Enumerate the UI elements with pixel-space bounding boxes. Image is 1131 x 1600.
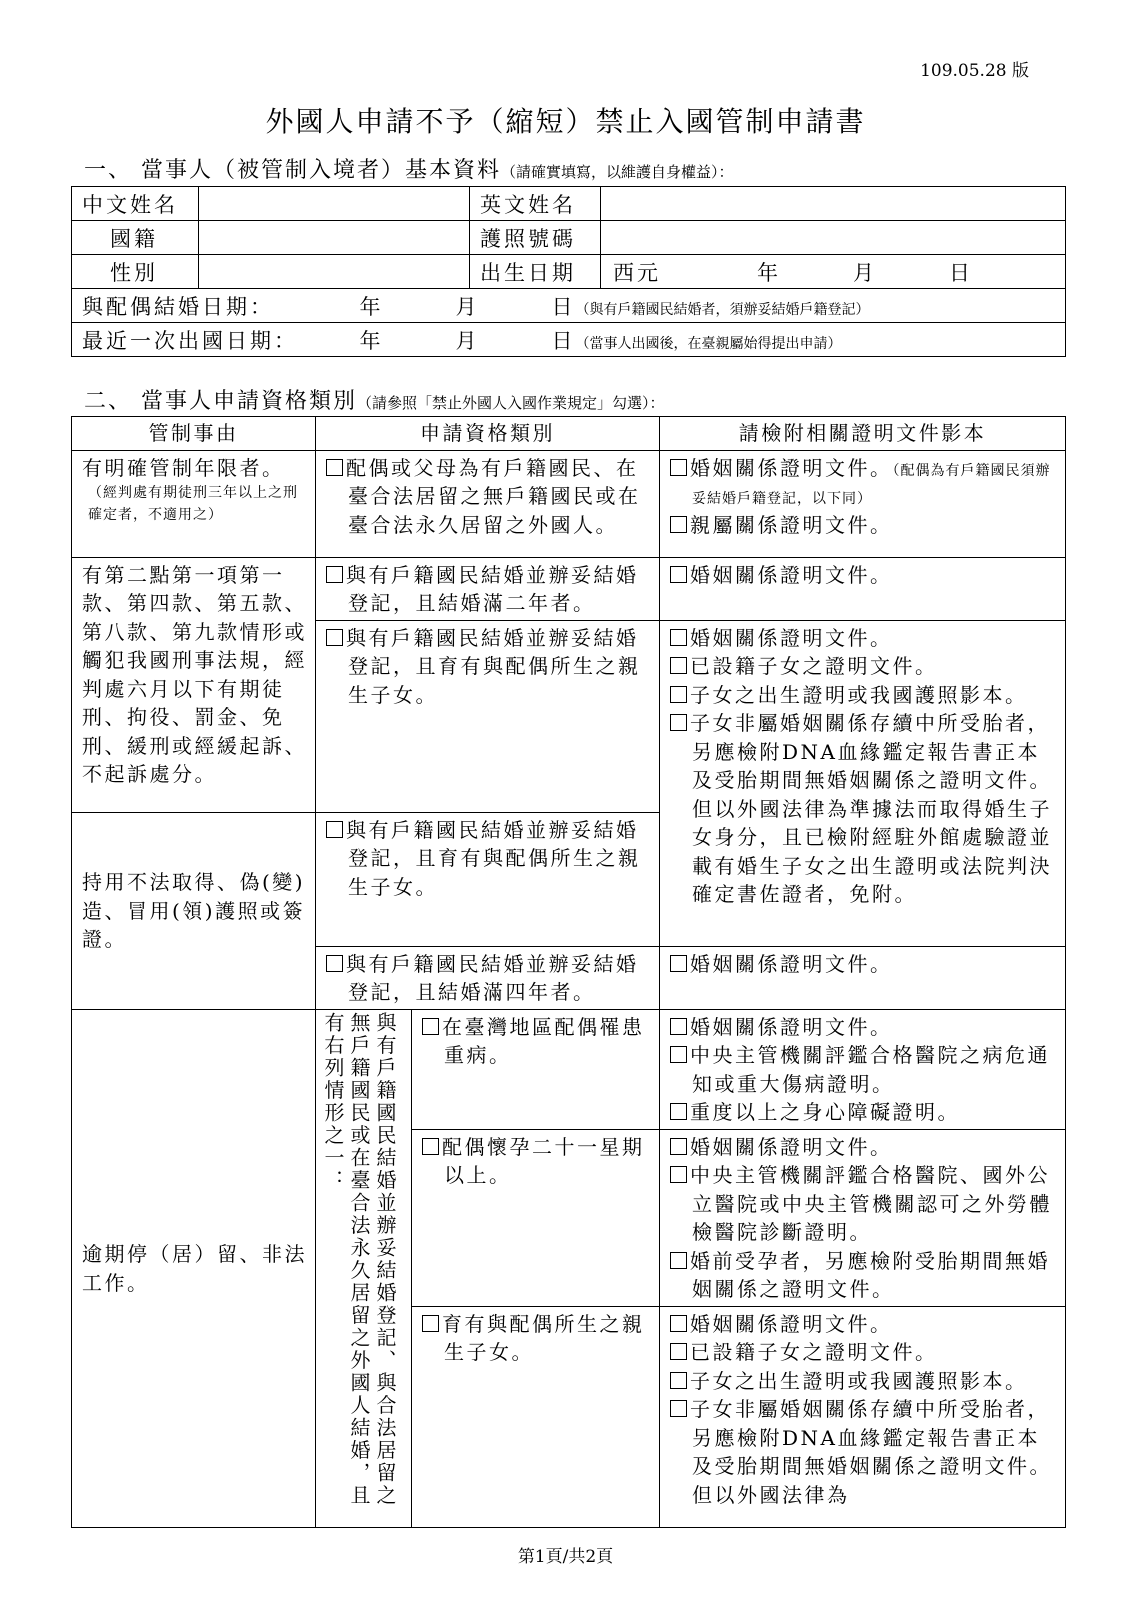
gender-field[interactable] — [199, 255, 470, 289]
reason-cell — [72, 557, 316, 812]
document-text: 婚姻關係證明文件。 — [690, 1014, 893, 1039]
document-text: 已設籍子女之證明文件。 — [690, 654, 938, 678]
qualification-text: 與有戶籍國民結婚並辦妥結婚登記，且結婚滿四年者。 — [346, 951, 639, 1004]
label-gender: 性別 — [72, 255, 199, 289]
document-note: （配偶為有戶籍國民須辦妥結婚戶籍登記，以下同） — [692, 462, 1051, 507]
documents-cell — [660, 450, 1066, 557]
document-text: 婚姻關係證明文件。 — [690, 455, 893, 480]
document-text: 重度以上之身心障礙證明。 — [690, 1100, 960, 1124]
documents-cell — [660, 1129, 1066, 1306]
checkbox-icon[interactable] — [422, 1315, 439, 1332]
checkbox-icon[interactable] — [670, 1400, 687, 1417]
col-header-reason: 管制事由 — [72, 417, 316, 451]
label-passport-no: 護照號碼 — [470, 221, 601, 255]
document-text: 子女非屬婚姻關係存續中所受胎者，另應檢附DNA血緣鑑定報告書正本及受胎期間無婚姻關係之證明文件。但以外國法律為準據法而取得婚生子女身分，且已檢附經駐外館處驗證並載有婚生子女之出生證明或法院判決確定書佐證者，免附。 — [690, 711, 1052, 906]
qualification-table — [71, 416, 1066, 1528]
page-title: 外國人申請不予（縮短）禁止入國管制申請書 — [265, 105, 866, 138]
checkbox-icon[interactable] — [670, 1103, 687, 1120]
qualification-cell — [316, 557, 660, 620]
reason-cell — [72, 812, 316, 1009]
reason-note: （經判處有期徒刑三年以上之刑確定者，不適用之） — [88, 485, 298, 523]
qualification-cell — [316, 812, 660, 946]
document-text: 親屬關係證明文件。 — [690, 512, 893, 537]
checkbox-icon[interactable] — [670, 516, 687, 533]
last-departure-label: 最近一次出國日期： 年 月 日 — [82, 328, 576, 353]
checkbox-icon[interactable] — [326, 821, 343, 838]
birth-date-field[interactable]: 西元 年 月 日 — [601, 255, 1066, 289]
qualification-cell — [412, 1129, 660, 1306]
nationality-field[interactable] — [199, 221, 470, 255]
checkbox-icon[interactable] — [670, 1166, 687, 1183]
qualification-cell — [316, 946, 660, 1009]
basic-info-table — [71, 186, 1066, 357]
checkbox-icon[interactable] — [670, 714, 687, 731]
label-chinese-name: 中文姓名 — [72, 187, 199, 221]
document-text: 子女之出生證明或我國護照影本。 — [690, 682, 1028, 707]
marriage-date-note: （與有戶籍國民結婚者，須辦妥結婚戶籍登記） — [575, 301, 870, 318]
checkbox-icon[interactable] — [326, 459, 343, 476]
chinese-name-field[interactable] — [199, 187, 470, 221]
qualification-text: 配偶或父母為有戶籍國民、在臺合法居留之無戶籍國民或在臺合法永久居留之外國人。 — [346, 455, 641, 537]
section-1-note: （請確實填寫，以維護自身權益）： — [501, 163, 734, 181]
document-text: 婚姻關係證明文件。 — [690, 562, 893, 587]
document-text: 中央主管機關評鑑合格醫院之病危通知或重大傷病證明。 — [690, 1043, 1050, 1096]
condition-cell — [316, 1009, 412, 1527]
documents-cell — [660, 946, 1066, 1009]
document-text: 中央主管機關評鑑合格醫院、國外公立醫院或中央主管機關認可之外勞體檢醫院診斷證明。 — [690, 1163, 1052, 1244]
form-version: 109.05.28 版 — [920, 61, 1029, 81]
document-text: 婚姻關係證明文件。 — [690, 625, 893, 650]
marriage-date-row[interactable] — [72, 289, 1066, 323]
checkbox-icon[interactable] — [422, 1018, 439, 1035]
checkbox-icon[interactable] — [670, 1252, 687, 1269]
checkbox-icon[interactable] — [670, 1046, 687, 1063]
reason-text: 持用不法取得、偽(變)造、冒用(領)護照或簽證。 — [82, 870, 306, 952]
page-footer: 第1頁/共2頁 — [517, 1547, 614, 1567]
checkbox-icon[interactable] — [326, 566, 343, 583]
marriage-date-label: 與配偶結婚日期： 年 月 日 — [82, 294, 576, 319]
checkbox-icon[interactable] — [422, 1138, 439, 1155]
section-1-heading — [84, 153, 734, 184]
documents-cell — [660, 1306, 1066, 1527]
document-text: 子女非屬婚姻關係存續中所受胎者，另應檢附DNA血緣鑑定報告書正本及受胎期間無婚姻關係之證明文件。但以外國法律為 — [690, 1397, 1052, 1507]
checkbox-icon[interactable] — [326, 955, 343, 972]
document-text: 婚姻關係證明文件。 — [690, 1134, 893, 1159]
checkbox-icon[interactable] — [670, 1372, 687, 1389]
reason-text: 有明確管制年限者。 — [82, 455, 285, 480]
checkbox-icon[interactable] — [670, 459, 687, 476]
qualification-text: 與有戶籍國民結婚並辦妥結婚登記，且育有與配偶所生之親生子女。 — [346, 817, 641, 899]
label-nationality: 國籍 — [72, 221, 199, 255]
document-text: 婚姻關係證明文件。 — [690, 1311, 893, 1336]
section-2-title: 二、 當事人申請資格類別 — [84, 389, 357, 414]
qualification-text: 育有與配偶所生之親生子女。 — [442, 1311, 645, 1364]
checkbox-icon[interactable] — [670, 566, 687, 583]
reason-text: 逾期停（居）留、非法工作。 — [82, 1242, 307, 1295]
reason-cell — [72, 450, 316, 557]
documents-cell — [660, 620, 1066, 946]
section-2-heading — [84, 384, 665, 415]
documents-cell — [660, 1009, 1066, 1129]
checkbox-icon[interactable] — [670, 1018, 687, 1035]
checkbox-icon[interactable] — [670, 657, 687, 674]
reason-cell — [72, 1009, 316, 1527]
checkbox-icon[interactable] — [670, 1138, 687, 1155]
qualification-text: 與有戶籍國民結婚並辦妥結婚登記，且育有與配偶所生之親生子女。 — [346, 625, 641, 707]
qualification-text: 配偶懷孕二十一星期以上。 — [442, 1134, 645, 1187]
section-1-title: 一、 當事人（被管制入境者）基本資料 — [84, 158, 501, 183]
document-text: 婚姻關係證明文件。 — [690, 951, 893, 976]
document-text: 子女之出生證明或我國護照影本。 — [690, 1368, 1028, 1393]
label-birth-date: 出生日期 — [470, 255, 601, 289]
checkbox-icon[interactable] — [670, 686, 687, 703]
qualification-text: 與有戶籍國民結婚並辦妥結婚登記，且結婚滿二年者。 — [346, 562, 639, 615]
qualification-cell — [316, 450, 660, 557]
qualification-cell — [316, 620, 660, 812]
checkbox-icon[interactable] — [670, 955, 687, 972]
section-2-note: （請參照「禁止外國人入國作業規定」勾選）： — [357, 394, 665, 412]
col-header-documents: 請檢附相關證明文件影本 — [660, 417, 1066, 451]
checkbox-icon[interactable] — [326, 629, 343, 646]
qualification-cell — [412, 1306, 660, 1527]
checkbox-icon[interactable] — [670, 629, 687, 646]
reason-text: 有第二點第一項第一款、第四款、第五款、第八款、第九款情形或觸犯我國刑事法規，經判處六月以下有期徒刑、拘役、罰金、免刑、緩刑或經緩起訴、不起訴處分。 — [82, 562, 307, 786]
col-header-qualification: 申請資格類別 — [316, 417, 660, 451]
checkbox-icon[interactable] — [670, 1315, 687, 1332]
qualification-cell — [412, 1009, 660, 1129]
condition-vertical-text: 與有戶籍國民結婚並辦妥結婚登記、與合法居留之無戶籍國民或在臺合法永久居留之外國人結婚，且有右列情形之一： — [321, 1011, 397, 1507]
english-name-field[interactable] — [601, 187, 1066, 221]
document-text: 已設籍子女之證明文件。 — [690, 1340, 938, 1364]
passport-no-field[interactable] — [601, 221, 1066, 255]
last-departure-row[interactable] — [72, 323, 1066, 357]
label-english-name: 英文姓名 — [470, 187, 601, 221]
documents-cell — [660, 557, 1066, 620]
document-text: 婚前受孕者，另應檢附受胎期間無婚姻關係之證明文件。 — [690, 1248, 1050, 1301]
checkbox-icon[interactable] — [670, 1343, 687, 1360]
last-departure-note: （當事人出國後，在臺親屬始得提出申請） — [575, 335, 842, 352]
qualification-text: 在臺灣地區配偶罹患重病。 — [442, 1014, 645, 1067]
